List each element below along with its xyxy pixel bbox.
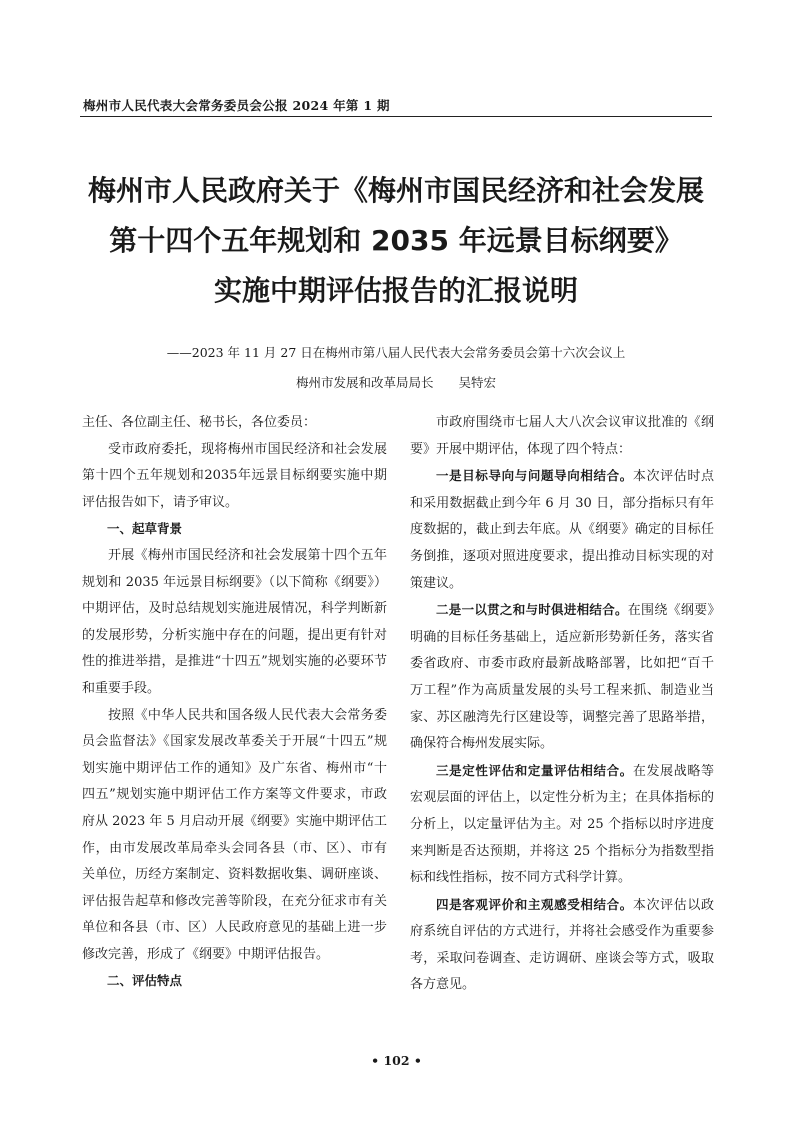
feature-1-heading: 一是目标导向与问题导向相结合。 <box>436 468 633 484</box>
feature-paragraph-1 <box>410 463 714 597</box>
paragraph-intro: 受市政府委托，现将梅州市国民经济和社会发展第十四个五年规划和2035年远景目标纲要实施中期评估报告如下，请予审议。 <box>82 441 387 510</box>
title-line-1: 梅州市人民政府关于《梅州市国民经济和社会发展 <box>87 174 704 207</box>
feature-2-text: 在围绕《纲要》明确的目标任务基础上，适应新形势新任务，落实省委省政府、市委市政府最新战略部署，比如把“百千万工程”作为高质量发展的头号工程来抓、制造业当家、苏区融湾先行区建设等，调整完善了思路举措，确保符合梅州发展实际。 <box>410 603 714 752</box>
left-column <box>82 410 387 995</box>
bulletin-header: 梅州市人民代表大会常务委员会公报 2024 年第 1 期 <box>83 98 390 113</box>
feature-paragraph-3 <box>410 758 714 892</box>
feature-paragraph-2 <box>410 597 714 758</box>
page-number: • 102 • <box>371 1053 422 1068</box>
feature-2-heading: 二是一以贯之和与时俱进相结合。 <box>436 602 628 618</box>
salutation: 主任、各位副主任、秘书长，各位委员： <box>82 415 317 430</box>
section-heading-features: 二、评估特点 <box>107 973 183 989</box>
title-line-3: 实施中期评估报告的汇报说明 <box>213 274 578 307</box>
feature-4-text: 本次评估以政府系统自评估的方式进行，并将社会感受作为重要参考，采取问卷调查、走访调研、座谈会等方式，吸取各方意见。 <box>410 897 714 993</box>
right-column <box>410 410 714 999</box>
speaker-info: 梅州市发展和改革局局长 吴特宏 <box>295 375 496 390</box>
feature-4-heading: 四是客观评价和主观感受相结合。 <box>436 896 633 912</box>
section-heading-background: 一、起草背景 <box>107 521 183 537</box>
feature-3-text: 在发展战略等宏观层面的评估上，以定性分析为主；在具体指标的分析上，以定量评估为主。对 25 个指标以时序进度来判断是否达预期，并将这 25 个指标分为指数型指标和线性指标，按不同方式科学计算。 <box>410 763 714 886</box>
document-title <box>60 166 732 316</box>
header-divider <box>80 116 712 117</box>
paragraph-background-2: 按照《中华人民共和国各级人民代表大会常务委员会监督法》《国家发展改革委关于开展“十四五”规划实施中期评估工作的通知》及广东省、梅州市“十四五”规划实施中期评估工作方案等文件要求，市政府从 2023 年 5 月启动开展《纲要》实施中期评估工作，由市发展改革局牵头会同各县（市、区）、市有关单位，历经方案制定、资料数据收集、调研座谈、评估报告起草和修改完善等阶段，在充分征求市有关单位和各县（市、区）人民政府意见的基础上进一步修改完善，形成了《纲要》中期评估报告。 <box>82 707 387 962</box>
title-line-2: 第十四个五年规划和 2035 年远景目标纲要》 <box>109 224 683 257</box>
paragraph-features-intro: 市政府围绕市七届人大八次会议审议批准的《纲要》开展中期评估，体现了四个特点： <box>410 415 714 457</box>
feature-3-heading: 三是定性评估和定量评估相结合。 <box>436 762 633 778</box>
feature-paragraph-4 <box>410 892 714 999</box>
meeting-info: ——2023 年 11 月 27 日在梅州市第八届人民代表大会常务委员会第十六次会议上 <box>166 345 626 360</box>
document-subtitle <box>60 338 732 398</box>
paragraph-background-1: 开展《梅州市国民经济和社会发展第十四个五年规划和 2035 年远景目标纲要》（以下简称《纲要》）中期评估，及时总结规划实施进展情况，科学判断新的发展形势，分析实施中存在的问题，提出更有针对性的推进举措，是推进“十四五”规划实施的必要环节和重要手段。 <box>82 547 387 696</box>
feature-1-text: 本次评估时点和采用数据截止到今年 6 月 30 日，部分指标只有年度数据的，截止到去年底。从《纲要》确定的目标任务倒推，逐项对照进度要求，提出推动目标实现的对策建议。 <box>410 469 714 591</box>
